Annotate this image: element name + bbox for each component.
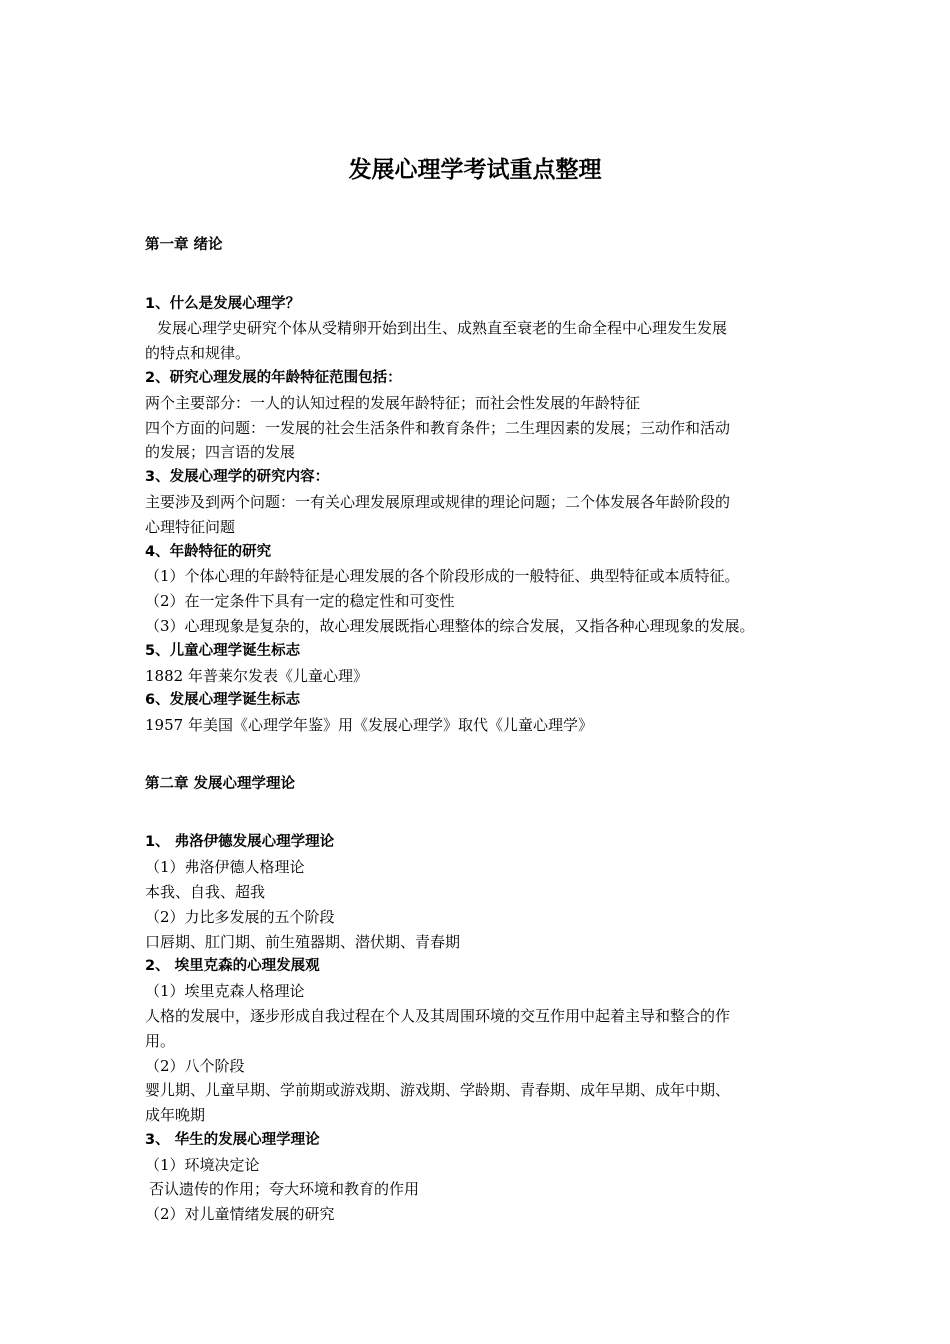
paragraph-line: 人格的发展中，逐步形成自我过程在个人及其周围环境的交互作用中起着主导和整合的作 <box>145 1006 731 1025</box>
spacer <box>145 258 825 267</box>
section-heading: 3、 华生的发展心理学理论 <box>145 1131 320 1148</box>
list-item: （2）力比多发展的五个阶段 <box>145 907 335 926</box>
paragraph-line: 的特点和规律。 <box>145 344 251 363</box>
spacer <box>145 797 825 806</box>
paragraph-line: 1957 年美国《心理学年鉴》用《发展心理学》取代《儿童心理学》 <box>145 716 593 735</box>
list-item: （2）在一定条件下具有一定的稳定性和可变性 <box>145 592 455 611</box>
paragraph-line: 的发展；四言语的发展 <box>145 443 296 462</box>
list-item: （2）八个阶段 <box>145 1056 245 1075</box>
paragraph-line: 成年晚期 <box>145 1106 206 1125</box>
list-item: （1）弗洛伊德人格理论 <box>145 858 305 877</box>
paragraph-line: 否认遗传的作用；夸大环境和教育的作用 <box>149 1180 420 1199</box>
list-item: （3）心理现象是复杂的，故心理发展既指心理整体的综合发展，又指各种心理现象的发展。 <box>145 616 755 635</box>
paragraph-line: 发展心理学史研究个体从受精卵开始到出生、成熟直至衰老的生命全程中心理发生发展 <box>157 319 728 338</box>
paragraph-line: 心理特征问题 <box>145 517 236 536</box>
list-item: （2）对儿童情绪发展的研究 <box>145 1205 335 1224</box>
section-heading: 2、研究心理发展的年龄特征范围包括： <box>145 369 402 386</box>
paragraph-line: 主要涉及到两个问题：一有关心理发展原理或规律的理论问题；二个体发展各年龄阶段的 <box>145 492 731 511</box>
spacer <box>145 806 825 831</box>
paragraph-line: 四个方面的问题：一发展的社会生活条件和教育条件；二生理因素的发展；三动作和活动 <box>145 418 731 437</box>
document-body <box>145 233 825 1227</box>
chapter-heading: 第一章 绪论 <box>145 237 223 253</box>
section-heading: 1、 弗洛伊德发展心理学理论 <box>145 834 335 851</box>
section-heading: 6、发展心理学诞生标志 <box>145 692 301 709</box>
list-item: （1）埃里克森人格理论 <box>145 982 305 1001</box>
paragraph-line: 婴儿期、儿童早期、学前期或游戏期、游戏期、学龄期、青春期、成年早期、成年中期、 <box>145 1081 731 1100</box>
list-item: （1）个体心理的年龄特征是心理发展的各个阶段形成的一般特征、典型特征或本质特征。 <box>145 567 740 586</box>
spacer <box>145 738 825 747</box>
paragraph-line: 两个主要部分：一人的认知过程的发展年龄特征；而社会性发展的年龄特征 <box>145 393 641 412</box>
spacer <box>145 267 825 292</box>
chapter-heading: 第二章 发展心理学理论 <box>145 775 296 792</box>
page-title: 发展心理学考试重点整理 <box>348 157 602 183</box>
paragraph-line: 用。 <box>145 1031 176 1050</box>
paragraph-line: 口唇期、肛门期、前生殖器期、潜伏期、青春期 <box>145 932 461 951</box>
paragraph-line: 1882 年普莱尔发表《儿童心理》 <box>145 666 368 685</box>
section-heading: 1、什么是发展心理学？ <box>145 295 301 312</box>
paragraph-line: 本我、自我、超我 <box>145 882 266 901</box>
section-heading: 2、 埃里克森的心理发展观 <box>145 958 320 975</box>
spacer <box>145 747 825 772</box>
section-heading: 3、发展心理学的研究内容： <box>145 469 330 486</box>
list-item: （1）环境决定论 <box>145 1155 260 1174</box>
section-heading: 4、年龄特征的研究 <box>145 543 272 560</box>
section-heading: 5、儿童心理学诞生标志 <box>145 642 301 659</box>
